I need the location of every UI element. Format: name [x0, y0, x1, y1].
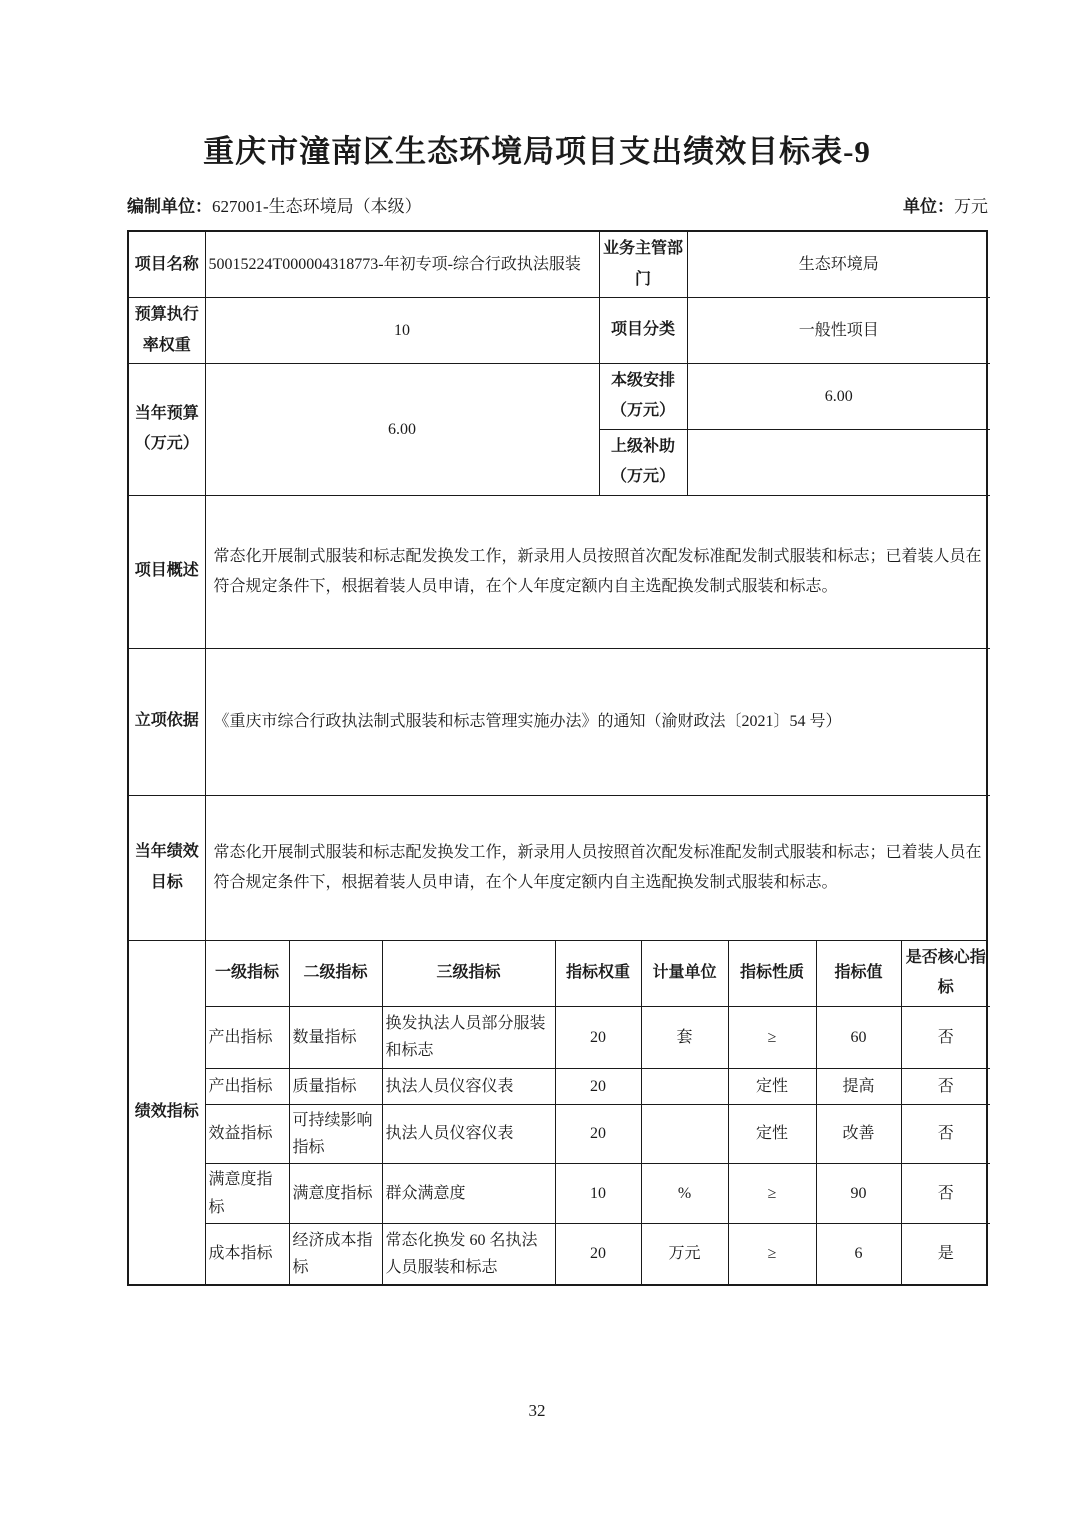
indicator-value: 改善	[816, 1104, 901, 1163]
dept-value: 生态环境局	[687, 232, 990, 297]
table-row	[129, 232, 990, 297]
indicator-level2: 数量指标	[289, 1006, 382, 1068]
indicator-unit: %	[641, 1164, 728, 1224]
indicator-unit	[641, 1104, 728, 1163]
project-name-value: 50015224T000004318773-年初专项-综合行政执法服装	[205, 232, 599, 297]
unit-value: 万元	[954, 197, 988, 216]
indicator-value: 6	[816, 1224, 901, 1284]
budget-weight-label: 预算执行率权重	[129, 298, 205, 364]
header-level3: 三级指标	[382, 941, 555, 1006]
superior-subsidy-value	[687, 429, 990, 495]
indicator-level3: 换发执法人员部分服装和标志	[382, 1006, 555, 1068]
unit-label: 单位：	[903, 197, 954, 216]
indicators-table	[129, 941, 990, 1284]
header-value: 指标值	[816, 941, 901, 1006]
budget-weight-value: 10	[205, 298, 599, 364]
table-row	[129, 298, 990, 364]
indicator-level1: 产出指标	[205, 1006, 289, 1068]
dept-label: 业务主管部门	[599, 232, 687, 297]
table-row	[129, 648, 990, 795]
project-info-table	[129, 232, 990, 940]
indicators-header-row	[129, 941, 990, 1006]
table-row	[129, 495, 990, 648]
indicator-core: 否	[901, 1104, 990, 1163]
meta-row	[127, 197, 988, 217]
indicator-nature: ≥	[728, 1006, 816, 1068]
indicator-level1: 产出指标	[205, 1068, 289, 1104]
indicator-weight: 20	[555, 1104, 641, 1163]
basis-label: 立项依据	[129, 648, 205, 795]
indicator-weight: 20	[555, 1006, 641, 1068]
overview-label: 项目概述	[129, 495, 205, 648]
indicator-unit	[641, 1068, 728, 1104]
header-level1: 一级指标	[205, 941, 289, 1006]
indicator-row	[129, 1068, 990, 1104]
indicator-unit: 套	[641, 1006, 728, 1068]
table-row	[129, 363, 990, 429]
indicator-core: 否	[901, 1006, 990, 1068]
indicator-nature: 定性	[728, 1104, 816, 1163]
indicator-level1: 成本指标	[205, 1224, 289, 1284]
indicator-weight: 20	[555, 1224, 641, 1284]
indicator-row	[129, 1104, 990, 1163]
annual-budget-value: 6.00	[205, 363, 599, 495]
page-title: 重庆市潼南区生态环境局项目支出绩效目标表-9	[203, 134, 871, 169]
indicator-level2: 可持续影响指标	[289, 1104, 382, 1163]
header-level2: 二级指标	[289, 941, 382, 1006]
indicator-level2: 质量指标	[289, 1068, 382, 1104]
header-nature: 指标性质	[728, 941, 816, 1006]
indicator-row	[129, 1164, 990, 1224]
indicator-value: 提高	[816, 1068, 901, 1104]
superior-subsidy-label: 上级补助（万元）	[599, 429, 687, 495]
indicator-core: 否	[901, 1164, 990, 1224]
prepared-by-value: 627001-生态环境局（本级）	[212, 197, 422, 216]
header-core: 是否核心指标	[901, 941, 990, 1006]
indicator-weight: 10	[555, 1164, 641, 1224]
indicators-section-label: 绩效指标	[129, 941, 205, 1284]
indicator-weight: 20	[555, 1068, 641, 1104]
indicator-level3: 常态化换发 60 名执法人员服装和标志	[382, 1224, 555, 1284]
indicator-level2: 满意度指标	[289, 1164, 382, 1224]
indicator-value: 60	[816, 1006, 901, 1068]
unit-note	[903, 197, 988, 217]
indicator-level3: 执法人员仪容仪表	[382, 1068, 555, 1104]
header-weight: 指标权重	[555, 941, 641, 1006]
target-value: 常态化开展制式服装和标志配发换发工作，新录用人员按照首次配发标准配发制式服装和标志；已着装人员在符合规定条件下，根据着装人员申请，在个人年度定额内自主选配换发制式服装和标志。	[205, 795, 990, 940]
header-unit: 计量单位	[641, 941, 728, 1006]
indicator-unit: 万元	[641, 1224, 728, 1284]
overview-value: 常态化开展制式服装和标志配发换发工作，新录用人员按照首次配发标准配发制式服装和标志；已着装人员在符合规定条件下，根据着装人员申请，在个人年度定额内自主选配换发制式服装和标志。	[205, 495, 990, 648]
indicator-nature: 定性	[728, 1068, 816, 1104]
prepared-by	[127, 197, 422, 217]
indicator-nature: ≥	[728, 1224, 816, 1284]
annual-budget-label: 当年预算（万元）	[129, 363, 205, 495]
indicator-nature: ≥	[728, 1164, 816, 1224]
prepared-by-label: 编制单位：	[127, 197, 212, 216]
category-label: 项目分类	[599, 298, 687, 364]
indicator-row	[129, 1006, 990, 1068]
indicator-level2: 经济成本指标	[289, 1224, 382, 1284]
project-name-label: 项目名称	[129, 232, 205, 297]
performance-target-sheet	[127, 230, 988, 1285]
basis-value: 《重庆市综合行政执法制式服装和标志管理实施办法》的通知（渝财政法〔2021〕54 号）	[205, 648, 990, 795]
table-row	[129, 795, 990, 940]
indicator-level3: 群众满意度	[382, 1164, 555, 1224]
target-label: 当年绩效目标	[129, 795, 205, 940]
indicator-core: 是	[901, 1224, 990, 1284]
category-value: 一般性项目	[687, 298, 990, 364]
local-arrange-value: 6.00	[687, 363, 990, 429]
indicator-row	[129, 1224, 990, 1284]
indicator-core: 否	[901, 1068, 990, 1104]
indicator-level1: 满意度指标	[205, 1164, 289, 1224]
indicator-level1: 效益指标	[205, 1104, 289, 1163]
local-arrange-label: 本级安排（万元）	[599, 363, 687, 429]
page-number: 32	[528, 1401, 546, 1420]
indicator-level3: 执法人员仪容仪表	[382, 1104, 555, 1163]
indicator-value: 90	[816, 1164, 901, 1224]
